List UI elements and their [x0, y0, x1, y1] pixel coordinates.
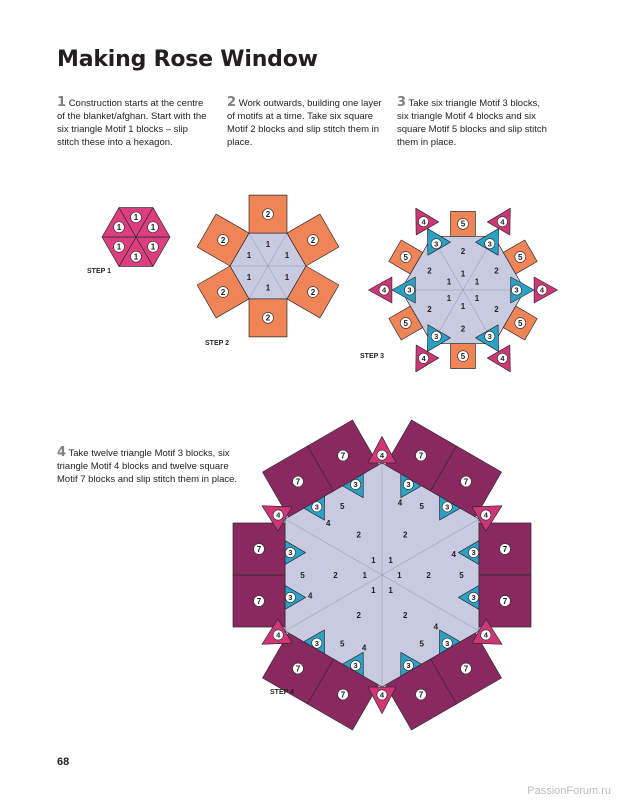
- motif-1-label: 1: [133, 213, 139, 223]
- motif-5-label: 5: [403, 252, 408, 262]
- motif-2-label: 2: [460, 247, 466, 257]
- motif-4-label: 4: [379, 450, 385, 460]
- motif-2-label: 2: [220, 287, 226, 297]
- motif-3-label: 3: [514, 285, 519, 295]
- motif-3-label: 3: [288, 548, 293, 558]
- motif-1-label: 1: [150, 222, 156, 232]
- motif-2-label: 2: [310, 235, 316, 245]
- motif-1-label: 1: [388, 585, 393, 595]
- motif-1-label: 1: [265, 283, 271, 293]
- step-2-diagram: [197, 195, 339, 347]
- motif-1-label: 1: [284, 272, 290, 282]
- motif-4-label: 4: [483, 510, 488, 520]
- motif-4-label: 4: [421, 217, 426, 227]
- motif-7-label: 7: [295, 477, 301, 487]
- motif-5-label: 5: [459, 570, 464, 580]
- motif-7-label: 7: [502, 544, 508, 554]
- motif-4-label: 4: [539, 285, 544, 295]
- motif-3-label: 3: [407, 285, 412, 295]
- motif-2-label: 2: [494, 266, 499, 276]
- motif-3-label: 3: [353, 661, 358, 671]
- motif-7-label: 7: [502, 596, 508, 606]
- step-1-diagram: [87, 208, 170, 275]
- motif-3-label: 3: [471, 548, 476, 558]
- motif-7-label: 7: [463, 477, 469, 487]
- motif-2-label: 2: [427, 266, 432, 276]
- motif-4-label: 4: [483, 630, 488, 640]
- motif-2-label: 2: [333, 570, 338, 580]
- motif-3-label: 3: [406, 480, 411, 490]
- motif-5-label: 5: [340, 501, 345, 511]
- motif-5-label: 5: [518, 318, 523, 328]
- motif-3-label: 3: [434, 331, 439, 341]
- motif-7-label: 7: [340, 690, 346, 700]
- motif-2-label: 2: [265, 313, 271, 323]
- motif-2-label: 2: [494, 305, 499, 315]
- motif-4-label: 4: [325, 519, 331, 528]
- step-2-number: 2: [227, 95, 237, 110]
- motif-4-label: 4: [433, 622, 439, 632]
- motif-1-label: 1: [397, 570, 402, 580]
- motif-3-label: 3: [487, 239, 492, 249]
- step-4-text: Take twelve triangle Motif 3 blocks, six triangle Motif 4 blocks and twelve square Motif 7 blocks and slip stitch them in place.: [57, 448, 238, 485]
- motif-4-label: 4: [276, 630, 281, 640]
- motif-5-label: 5: [460, 219, 466, 229]
- motif-5-label: 5: [300, 570, 305, 580]
- motif-1-label: 1: [133, 252, 139, 262]
- motif-5-label: 5: [403, 318, 408, 328]
- motif-3-label: 3: [314, 638, 319, 648]
- motif-4-label: 4: [382, 285, 387, 295]
- motif-2-label: 2: [460, 324, 466, 334]
- motif-3-label: 3: [445, 638, 450, 648]
- motif-2-label: 2: [310, 287, 316, 297]
- motif-7-label: 7: [340, 451, 346, 461]
- motif-4-label: 4: [361, 643, 367, 653]
- motif-7-label: 7: [256, 544, 262, 554]
- motif-3-label: 3: [406, 661, 411, 671]
- motif-2-label: 2: [356, 530, 361, 540]
- motif-1-label: 1: [474, 277, 480, 287]
- motif-1-label: 1: [265, 239, 271, 249]
- step-3-label: STEP 3: [360, 353, 384, 360]
- step-3-text: Take six triangle Motif 3 blocks, six triangle Motif 4 blocks and six square Motif 5 blocks and slip stitch them in place.: [397, 98, 547, 148]
- step-1-label: STEP 1: [87, 268, 111, 275]
- motif-7-label: 7: [256, 596, 262, 606]
- motif-4-label: 4: [397, 498, 403, 508]
- motif-4-label: 4: [307, 591, 313, 601]
- motif-1-label: 1: [446, 293, 452, 303]
- motif-4-label: 4: [379, 690, 385, 700]
- motif-2-label: 2: [426, 570, 431, 580]
- motif-1-label: 1: [150, 242, 156, 252]
- step-2-label: STEP 2: [205, 340, 229, 347]
- motif-2-label: 2: [427, 305, 432, 315]
- motif-5-label: 5: [518, 252, 523, 262]
- motif-2-label: 2: [356, 611, 361, 621]
- motif-7-label: 7: [463, 664, 469, 674]
- step-4-label: STEP 4: [270, 689, 294, 696]
- watermark: PassionForum.ru: [527, 785, 611, 797]
- motif-7-label: 7: [418, 690, 424, 700]
- page-number: 68: [57, 756, 70, 768]
- step-4-diagram: [233, 420, 531, 730]
- step-1-text: Construction starts at the centre of the blanket/afghan. Start with the six triangle Motif 1 blocks – slip stitch these into a hexagon.: [57, 98, 207, 148]
- motif-1-label: 1: [460, 301, 466, 311]
- page-title: Making Rose Window: [57, 47, 318, 72]
- motif-3-label: 3: [353, 480, 358, 490]
- motif-1-label: 1: [474, 293, 480, 303]
- step-3-diagram: [360, 208, 558, 372]
- motif-3-label: 3: [445, 502, 450, 512]
- motif-3-label: 3: [314, 502, 319, 512]
- motif-5-label: 5: [419, 639, 424, 649]
- motif-7-label: 7: [295, 664, 301, 674]
- motif-4-label: 4: [500, 217, 505, 227]
- motif-4-label: 4: [421, 353, 426, 363]
- motif-3-label: 3: [487, 331, 492, 341]
- motif-3-label: 3: [288, 593, 293, 603]
- motif-1-label: 1: [246, 250, 252, 260]
- motif-2-label: 2: [265, 209, 271, 219]
- motif-1-label: 1: [246, 272, 252, 282]
- motif-2-label: 2: [220, 235, 226, 245]
- motif-1-label: 1: [388, 555, 393, 565]
- motif-4-label: 4: [500, 353, 505, 363]
- step-2-text: Work outwards, building one layer of motifs at a time. Take six square Motif 2 blocks and slip stitch them in place.: [227, 98, 382, 148]
- step-4-number: 4: [57, 445, 67, 460]
- step-3-number: 3: [397, 95, 407, 110]
- step-1-number: 1: [57, 95, 67, 110]
- motif-5-label: 5: [419, 501, 424, 511]
- motif-1-label: 1: [362, 570, 367, 580]
- motif-4-label: 4: [276, 510, 281, 520]
- motif-5-label: 5: [460, 351, 466, 361]
- motif-1-label: 1: [371, 555, 376, 565]
- motif-1-label: 1: [116, 242, 122, 252]
- motif-3-label: 3: [471, 593, 476, 603]
- motif-2-label: 2: [403, 530, 408, 540]
- motif-1-label: 1: [371, 585, 376, 595]
- motif-4-label: 4: [451, 550, 457, 560]
- motif-2-label: 2: [403, 611, 408, 621]
- motif-5-label: 5: [340, 639, 345, 649]
- motif-1-label: 1: [116, 222, 122, 232]
- motif-7-label: 7: [418, 451, 424, 461]
- motif-3-label: 3: [434, 239, 439, 249]
- motif-1-label: 1: [446, 277, 452, 287]
- motif-1-label: 1: [284, 250, 290, 260]
- motif-1-label: 1: [460, 269, 466, 279]
